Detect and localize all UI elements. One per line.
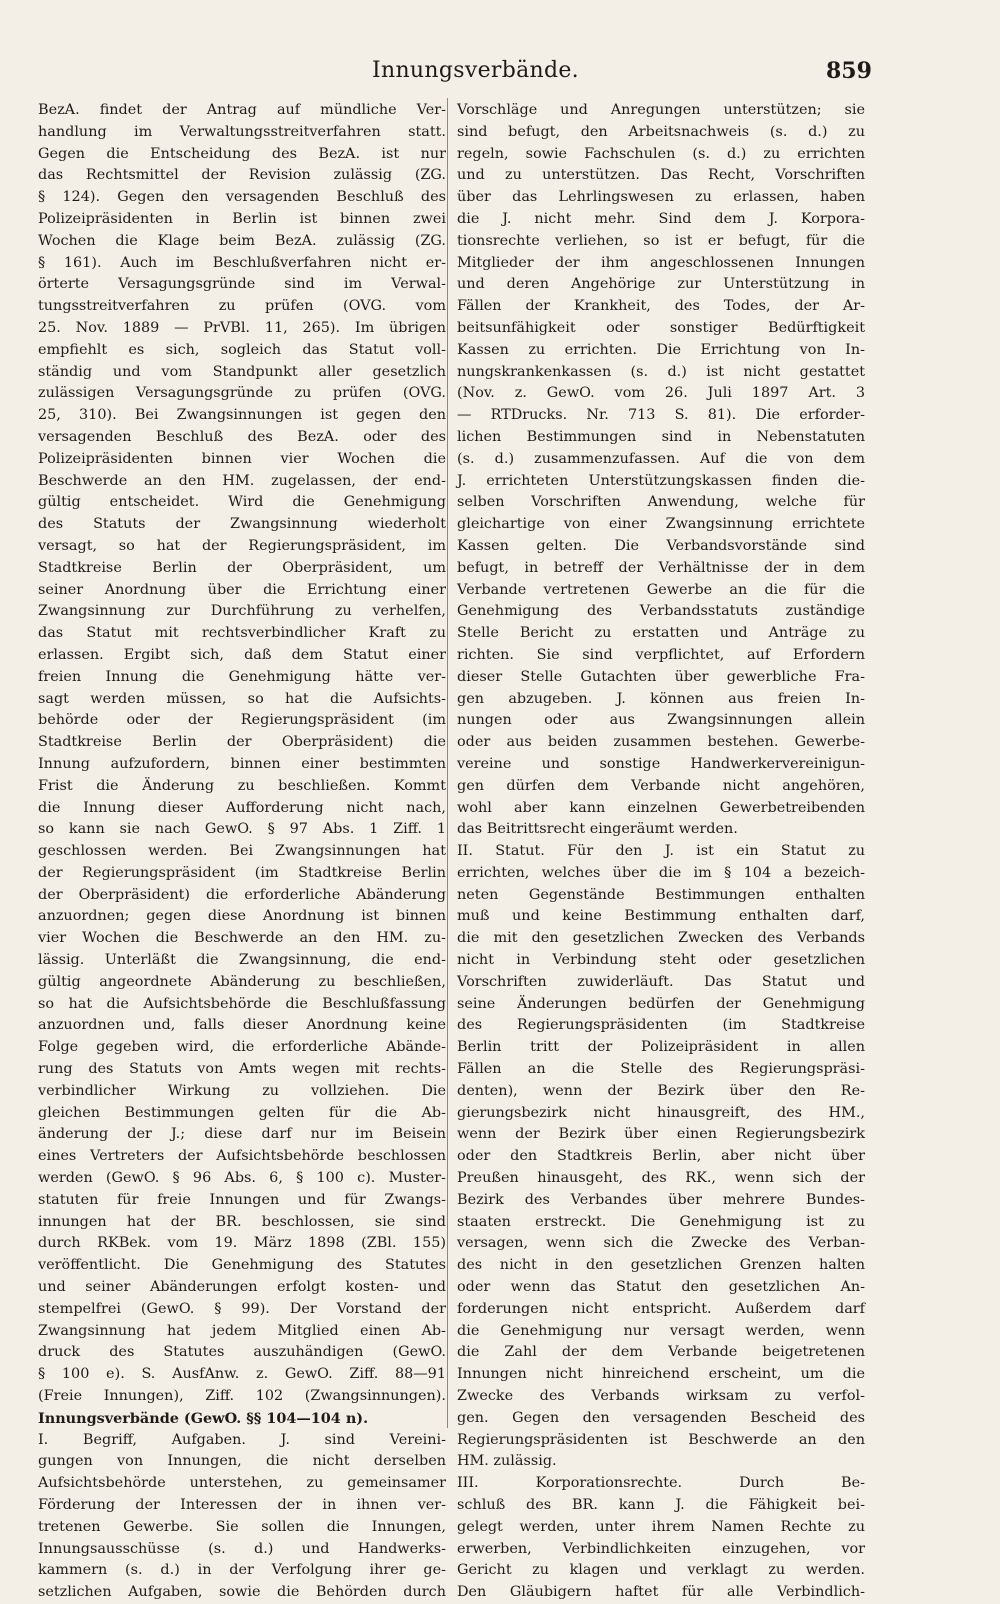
text-line: eines Vertreters der Aufsichtsbehörde beschlossen [38,1148,446,1165]
text-line: Berlin tritt der Polizeipräsident in allen [457,1039,865,1056]
text-line: nungskrankenkassen (s. d.) ist nicht gestattet [457,363,865,380]
right-column [457,100,865,1601]
text-line: Genehmigung des Verbandsstatuts zuständige [457,603,865,620]
text-line: Gericht zu klagen und verklagt zu werden. [457,1562,865,1579]
text-line: gelegt werden, unter ihrem Namen Rechte zu [457,1518,865,1535]
text-line: — RTDrucks. Nr. 713 S. 81). Die erforder- [457,407,865,424]
text-line: tretenen Gewerbe. Sie sollen die Innungen, [38,1518,446,1535]
text-line: 25. Nov. 1889 — PrVBl. 11, 265). Im übrigen [38,319,446,336]
text-line: Den Gläubigern haftet für alle Verbindlich- [457,1584,865,1601]
text-line: anzuordnen; gegen diese Anordnung ist binnen [38,908,446,925]
text-line: und seiner Abänderungen erfolgt kosten- und [38,1279,446,1296]
text-line: über das Lehrlingswesen zu erlassen, haben [457,189,865,206]
text-line: Zwecke des Verbands wirksam zu verfol- [457,1388,865,1405]
text-line: Preußen hinausgeht, des RK., wenn sich der [457,1170,865,1187]
text-line: innungen hat der BR. beschlossen, sie sind [38,1213,446,1230]
text-line: seiner Anordnung über die Errichtung einer [38,581,446,598]
text-line: rung des Statuts von Amts wegen mit rechts- [38,1061,446,1078]
text-line: durch RKBek. vom 19. März 1898 (ZBl. 155) [38,1235,446,1252]
text-line: des nicht in den gesetzlichen Grenzen halten [457,1257,865,1274]
text-line: schluß des BR. kann J. die Fähigkeit bei- [457,1497,865,1513]
text-line: Aufsichtsbehörde unterstehen, zu gemeinsamer [38,1475,446,1492]
text-line: Förderung der Interessen der in ihnen ver- [38,1497,446,1513]
text-line: nicht in Verbindung steht oder gesetzlichen [457,952,865,969]
text-line: werden (GewO. § 96 Abs. 6, § 100 c). Muster- [38,1170,446,1187]
text-line: 25, 310). Bei Zwangsinnungen ist gegen den [38,407,446,424]
text-line: oder aus beiden zusammen bestehen. Gewerbe- [457,734,865,751]
text-line: die Innung dieser Aufforderung nicht nach, [38,799,446,816]
text-line: richten. Sie sind verpflichtet, auf Erfordern [457,646,865,663]
text-line: örterte Versagungsgründe sind im Verwal- [38,276,446,293]
text-line: das Beitrittsrecht eingeräumt werden. [457,821,738,838]
text-line: II. Statut. Für den J. ist ein Statut zu [457,843,865,860]
text-line: die J. nicht mehr. Sind dem J. Korpora- [457,210,865,227]
text-line: empfiehlt es sich, sogleich das Statut voll- [38,341,446,358]
text-line: gültig angeordnete Abänderung zu beschließen, [38,973,446,990]
text-line: Innung aufzufordern, binnen einer bestimmten [38,755,446,772]
text-line: forderungen nicht entspricht. Außerdem darf [457,1300,865,1317]
text-line: Polizeipräsidenten binnen vier Wochen die [38,450,446,467]
text-line: J. errichteten Unterstützungskassen finden die- [457,472,865,489]
text-line: geschlossen werden. Bei Zwangsinnungen hat [38,843,446,860]
text-line: Zwangsinnung hat jedem Mitglied einen Ab- [38,1322,446,1339]
text-line: des Statuts der Zwangsinnung wiederholt [38,516,446,533]
text-line: des Regierungspräsidenten (im Stadtkreise [457,1017,865,1034]
text-line: der Regierungspräsident (im Stadtkreise Berlin [38,864,446,881]
text-line: Beschwerde an den HM. zugelassen, der end- [38,472,446,489]
text-line: seine Änderungen bedürfen der Genehmigung [457,995,865,1012]
text-line: gierungsbezirk nicht hinausgreift, des HM., [457,1104,865,1121]
text-line: lässig. Unterläßt die Zwangsinnung, die end- [38,952,446,969]
text-line: setzlichen Aufgaben, sowie die Behörden durch [38,1584,446,1601]
text-line: vier Wochen die Beschwerde an den HM. zu- [38,930,446,947]
text-line: änderung der J.; diese darf nur im Beisein [38,1126,446,1143]
text-line: Fällen der Krankheit, des Todes, der Ar- [457,298,865,315]
text-line: Kassen zu errichten. Die Errichtung von In- [457,341,865,358]
text-line: Polizeipräsidenten in Berlin ist binnen zwei [38,210,446,227]
text-line: tionsrechte verliehen, so ist er befugt, für die [457,232,865,249]
text-line: Gegen die Entscheidung des BezA. ist nur [38,145,446,162]
text-line: (Nov. z. GewO. vom 26. Juli 1897 Art. 3 [457,385,865,402]
text-line: errichten, welches über die im § 104 a bezeich- [457,864,865,881]
text-line: Frist die Änderung zu beschließen. Kommt [38,777,446,794]
text-line: Stelle Bericht zu erstatten und Anträge zu [457,625,865,642]
text-line: staaten erstreckt. Die Genehmigung ist zu [457,1213,865,1230]
text-line: die mit den gesetzlichen Zwecken des Verbands [457,930,865,947]
text-line: nungen oder aus Zwangsinnungen allein [457,712,865,729]
text-line: druck des Statutes auszuhändigen (GewO. [38,1344,446,1361]
text-line: (Freie Innungen), Ziff. 102 (Zwangsinnungen). [38,1388,446,1405]
text-line: Vorschläge und Anregungen unterstützen; sie [457,102,865,118]
text-line: Kassen gelten. Die Verbandsvorstände sind [457,537,865,554]
text-line: sind befugt, den Arbeitsnachweis (s. d.) zu [457,123,865,140]
text-line: selben Vorschriften Anwendung, welche für [457,494,865,511]
text-line: denten), wenn der Bezirk über den Re- [457,1082,865,1099]
text-line: freien Innung die Genehmigung hätte ver- [38,668,446,685]
text-line: lichen Bestimmungen sind in Nebenstatuten [457,428,865,445]
text-line: statuten für freie Innungen und für Zwangs- [38,1191,446,1208]
text-line: kammern (s. d.) in der Verfolgung ihrer ge- [38,1562,446,1579]
text-line: handlung im Verwaltungsstreitverfahren statt. [38,123,446,140]
text-line: gen. Gegen den versagenden Bescheid des [457,1409,865,1426]
text-line: vereine und sonstige Handwerkervereinigun- [457,755,865,772]
text-line: das Rechtsmittel der Revision zulässig (ZG. [38,167,446,184]
text-line: Regierungspräsidenten ist Beschwerde an den [457,1431,865,1448]
text-line: ständig und vom Standpunkt aller gesetzlich [38,363,446,380]
text-line: sagt werden müssen, so hat die Aufsichts- [38,690,446,707]
text-line: der Oberpräsident) die erforderliche Abänderung [38,886,446,903]
text-line: stempelfrei (GewO. § 99). Der Vorstand der [38,1300,446,1317]
text-line: gleichartige von einer Zwangsinnung errichtete [457,516,865,533]
text-line: wohl aber kann einzelnen Gewerbetreibenden [457,799,865,816]
text-line: Stadtkreise Berlin der Oberpräsident) die [38,734,446,751]
text-line: gleichen Bestimmungen gelten für die Ab- [38,1104,446,1121]
text-line: verbindlicher Wirkung zu vollziehen. Die [38,1082,446,1099]
text-line: neten Gegenstände Bestimmungen enthalten [457,886,865,903]
text-line: gungen von Innungen, die nicht derselben [38,1453,446,1470]
text-line: § 124). Gegen den versagenden Beschluß des [38,189,446,206]
text-line: (s. d.) zusammenzufassen. Auf die von dem [457,450,865,467]
text-line: Innungsausschüsse (s. d.) und Handwerks- [38,1540,446,1557]
text-line: Wochen die Klage beim BezA. zulässig (ZG. [38,232,446,249]
text-line: Innungsverbände (GewO. §§ 104—104 n). [38,1409,369,1427]
text-line: versagenden Beschluß des BezA. oder des [38,428,446,445]
text-line: dieser Stelle Gutachten über gewerbliche Fra- [457,668,865,685]
text-line: anzuordnen und, falls dieser Anordnung keine [38,1017,446,1034]
text-line: die Genehmigung nur versagt werden, wenn [457,1322,865,1339]
text-line: befugt, in betreff der Verhältnisse der in dem [457,559,865,576]
text-line: Bezirk des Verbandes über mehrere Bundes- [457,1191,865,1208]
text-line: Folge gegeben wird, die erforderliche Abände- [38,1039,446,1056]
text-line: gen abzugeben. J. können aus freien In- [457,690,865,707]
text-line: behörde oder der Regierungspräsident (im [38,712,446,729]
page-number: 859 [826,58,872,84]
text-line: oder wenn das Statut den gesetzlichen An- [457,1279,865,1296]
text-line: muß und keine Bestimmung enthalten darf, [457,908,865,925]
text-line: Stadtkreise Berlin der Oberpräsident, um [38,559,446,576]
text-line: zulässigen Versagungsgründe zu prüfen (OVG. [38,385,446,402]
text-line: § 161). Auch im Beschlußverfahren nicht er- [38,254,446,271]
running-head: Innungsverbände. [372,58,579,83]
text-line: I. Begriff, Aufgaben. J. sind Vereini- [38,1431,446,1448]
text-line: versagen, wenn sich die Zwecke des Verban- [457,1235,865,1252]
text-line: das Statut mit rechtsverbindlicher Kraft zu [38,625,446,642]
text-line: III. Korporationsrechte. Durch Be- [457,1475,865,1492]
text-line: versagt, so hat der Regierungspräsident, im [38,537,446,554]
text-line: gültig entscheidet. Wird die Genehmigung [38,494,446,511]
text-line: Mitglieder der ihm angeschlossenen Innungen [457,254,865,271]
text-line: Zwangsinnung zur Durchführung zu verhelfen, [38,603,446,620]
text-line: oder den Stadtkreis Berlin, aber nicht über [457,1148,865,1165]
text-line: Innungen nicht hinreichend erscheint, um die [457,1366,865,1383]
text-line: HM. zulässig. [457,1453,557,1470]
text-line: Fällen an die Stelle des Regierungspräsi- [457,1061,865,1078]
text-line: und deren Angehörige zur Unterstützung in [457,276,865,293]
text-line: erwerben, Verbindlichkeiten einzugehen, vor [457,1540,865,1557]
left-column [38,100,446,1601]
text-line: so hat die Aufsichtsbehörde die Beschlußfassung [38,995,446,1012]
text-line: wenn der Bezirk über einen Regierungsbezirk [457,1126,865,1143]
text-line: tungsstreitverfahren zu prüfen (OVG. vom [38,298,446,315]
text-line: gen dürfen dem Verbande nicht angehören, [457,777,865,794]
text-line: beitsunfähigkeit oder sonstiger Bedürftigkeit [457,319,865,336]
text-line: so kann sie nach GewO. § 97 Abs. 1 Ziff. 1 [38,821,446,838]
text-line: veröffentlicht. Die Genehmigung des Statutes [38,1257,446,1274]
text-line: Vorschriften zuwiderläuft. Das Statut und [457,973,865,990]
text-line: Verbande vertretenen Gewerbe an die für die [457,581,865,598]
column-divider [447,98,448,1428]
text-line: § 100 e). S. AusfAnw. z. GewO. Ziff. 88—91 [38,1366,446,1383]
text-line: BezA. findet der Antrag auf mündliche Ver- [38,102,446,118]
text-line: regeln, sowie Fachschulen (s. d.) zu errichten [457,145,865,162]
text-line: und zu unterstützen. Das Recht, Vorschriften [457,167,865,184]
text-line: die Zahl der dem Verbande beigetretenen [457,1344,865,1361]
text-line: erlassen. Ergibt sich, daß dem Statut einer [38,646,446,663]
